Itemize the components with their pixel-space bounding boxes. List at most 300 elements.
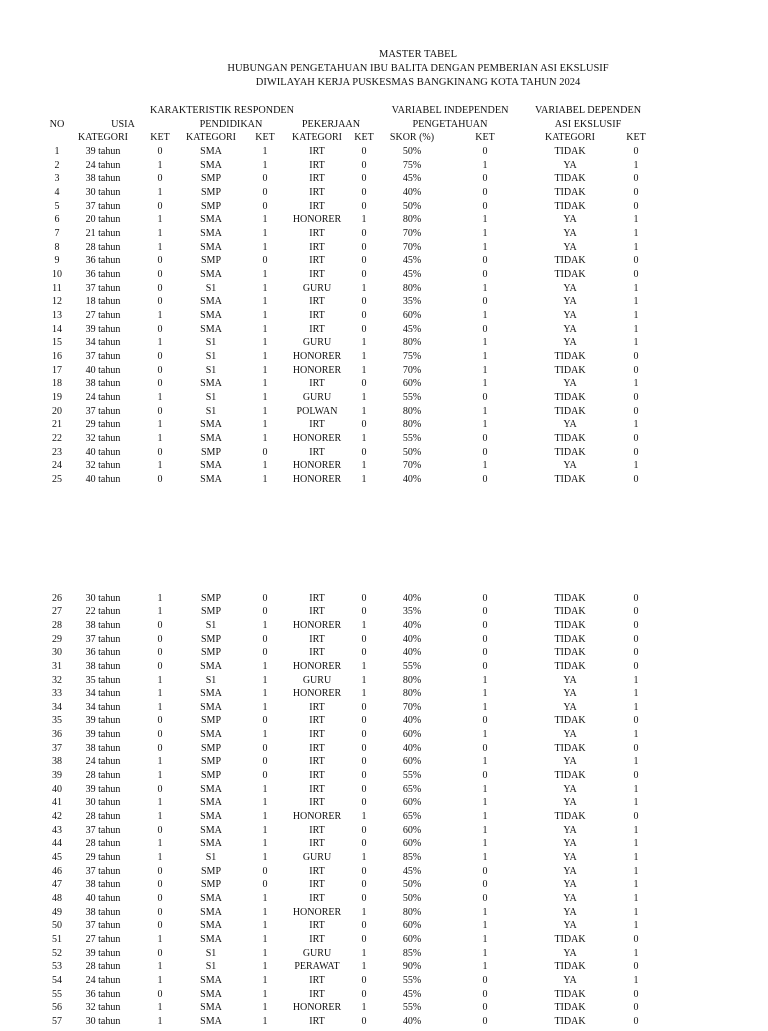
cell-asi-kategori: YA (563, 460, 577, 472)
cell-pendidikan-ket: 1 (262, 228, 268, 239)
header-pekerjaan: PEKERJAAN (301, 119, 361, 130)
cell-pekerjaan-ket: 0 (361, 633, 367, 645)
cell-asi-kategori: YA (563, 729, 577, 741)
cell-pendidikan-kategori: SMA (200, 893, 222, 904)
cell-asi-ket: 0 (633, 742, 639, 754)
cell-pekerjaan-kategori: IRT (309, 838, 325, 850)
cell-pekerjaan-kategori: IRT (309, 742, 325, 754)
header-usia: USIA (111, 119, 135, 130)
cell-pekerjaan-kategori: GURU (302, 674, 332, 686)
cell-skor: 50% (402, 146, 422, 157)
cell-asi-kategori: TIDAK (554, 647, 586, 659)
cell-row-no: 38 (52, 756, 62, 768)
cell-usia-ket: 1 (157, 811, 163, 823)
cell-row-no: 51 (52, 934, 62, 945)
cell-pengetahuan-ket: 1 (482, 674, 488, 686)
cell-usia-ket: 1 (157, 1016, 163, 1027)
table-row (0, 461, 768, 475)
cell-asi-ket: 1 (633, 674, 639, 686)
table-row (0, 147, 768, 161)
cell-asi-kategori: YA (563, 296, 577, 308)
cell-usia-ket: 1 (157, 975, 163, 986)
cell-pendidikan-kategori: SMP (200, 592, 221, 604)
cell-usia-ket: 0 (157, 865, 163, 877)
cell-pekerjaan-ket: 1 (361, 337, 367, 349)
cell-skor: 55% (402, 432, 422, 444)
cell-pengetahuan-ket: 0 (482, 660, 488, 672)
cell-pekerjaan-kategori: IRT (309, 633, 325, 645)
cell-asi-ket: 0 (633, 268, 639, 280)
cell-row-no: 39 (52, 770, 62, 782)
cell-asi-ket: 0 (633, 255, 639, 267)
cell-pendidikan-kategori: SMA (200, 906, 222, 918)
cell-pekerjaan-ket: 1 (361, 282, 367, 294)
cell-usia-kategori: 36 tahun (85, 988, 121, 1000)
cell-usia-kategori: 39 tahun (85, 783, 121, 795)
cell-usia-kategori: 27 tahun (85, 934, 121, 945)
cell-skor: 40% (402, 619, 422, 631)
table-row (0, 352, 768, 366)
cell-asi-kategori: YA (563, 214, 577, 226)
cell-usia-kategori: 24 tahun (85, 159, 121, 171)
header-ket-pendidikan: KET (255, 132, 275, 143)
cell-asi-kategori: TIDAK (554, 187, 586, 198)
cell-usia-ket: 1 (157, 674, 163, 686)
cell-pengetahuan-ket: 1 (482, 337, 488, 349)
cell-pekerjaan-kategori: IRT (309, 255, 325, 267)
cell-asi-kategori: YA (563, 838, 577, 850)
cell-pengetahuan-ket: 1 (482, 282, 488, 294)
cell-pendidikan-ket: 1 (262, 660, 268, 672)
cell-pekerjaan-ket: 1 (361, 350, 367, 362)
cell-skor: 70% (402, 460, 422, 472)
cell-row-no: 53 (52, 961, 62, 973)
cell-row-no: 26 (52, 592, 62, 604)
table-row (0, 757, 768, 771)
cell-row-no: 20 (52, 405, 62, 417)
cell-pekerjaan-ket: 1 (361, 460, 367, 472)
cell-row-no: 31 (52, 660, 62, 672)
cell-skor: 45% (402, 323, 422, 335)
cell-skor: 80% (402, 419, 422, 431)
cell-row-no: 57 (52, 1016, 62, 1027)
cell-pekerjaan-ket: 1 (361, 674, 367, 686)
cell-pekerjaan-kategori: IRT (309, 146, 325, 157)
cell-pendidikan-ket: 1 (262, 729, 268, 741)
cell-usia-ket: 0 (157, 378, 163, 390)
cell-asi-ket: 0 (633, 187, 639, 198)
cell-usia-kategori: 32 tahun (85, 1002, 121, 1014)
cell-row-no: 41 (52, 797, 62, 809)
cell-asi-ket: 0 (633, 1002, 639, 1014)
cell-pekerjaan-kategori: IRT (309, 824, 325, 836)
cell-pengetahuan-ket: 1 (482, 241, 488, 253)
cell-pendidikan-ket: 0 (262, 756, 268, 768)
cell-pendidikan-kategori: SMA (200, 460, 222, 472)
document-title: MASTER TABEL (378, 49, 457, 60)
cell-asi-ket: 1 (633, 159, 639, 171)
cell-skor: 80% (402, 906, 422, 918)
cell-usia-kategori: 30 tahun (85, 592, 121, 604)
cell-asi-kategori: TIDAK (554, 391, 586, 403)
header-ket-pekerjaan: KET (354, 132, 374, 143)
cell-pendidikan-ket: 1 (262, 146, 268, 157)
cell-asi-ket: 0 (633, 647, 639, 659)
cell-asi-ket: 1 (633, 893, 639, 904)
cell-pendidikan-ket: 1 (262, 934, 268, 945)
cell-asi-ket: 1 (633, 865, 639, 877)
cell-asi-kategori: TIDAK (554, 446, 586, 458)
cell-row-no: 55 (52, 988, 62, 1000)
table-row (0, 798, 768, 812)
cell-skor: 40% (402, 715, 422, 727)
cell-pendidikan-kategori: SMA (200, 296, 222, 308)
cell-pekerjaan-kategori: IRT (309, 701, 325, 713)
header-kategori-pekerjaan: KATEGORI (292, 132, 342, 143)
cell-pekerjaan-ket: 1 (361, 473, 367, 485)
header-skor: SKOR (%) (389, 132, 435, 143)
cell-pengetahuan-ket: 1 (482, 309, 488, 321)
cell-usia-kategori: 39 tahun (85, 715, 121, 727)
cell-pekerjaan-kategori: IRT (309, 1016, 325, 1027)
cell-skor: 40% (402, 647, 422, 659)
cell-pekerjaan-ket: 1 (361, 688, 367, 700)
cell-asi-kategori: TIDAK (554, 715, 586, 727)
cell-pekerjaan-ket: 0 (361, 920, 367, 932)
cell-row-no: 52 (52, 947, 62, 959)
cell-asi-ket: 0 (633, 391, 639, 403)
cell-asi-ket: 1 (633, 419, 639, 431)
cell-asi-ket: 1 (633, 906, 639, 918)
cell-usia-kategori: 24 tahun (85, 391, 121, 403)
cell-asi-ket: 1 (633, 214, 639, 226)
cell-pendidikan-ket: 1 (262, 309, 268, 321)
cell-pekerjaan-ket: 0 (361, 159, 367, 171)
cell-pekerjaan-ket: 0 (361, 187, 367, 198)
cell-skor: 85% (402, 947, 422, 959)
cell-asi-ket: 1 (633, 241, 639, 253)
cell-asi-kategori: TIDAK (554, 1002, 586, 1014)
table-row (0, 594, 768, 608)
cell-usia-kategori: 28 tahun (85, 838, 121, 850)
cell-usia-kategori: 37 tahun (85, 824, 121, 836)
cell-pendidikan-ket: 1 (262, 350, 268, 362)
cell-usia-ket: 1 (157, 391, 163, 403)
cell-pekerjaan-kategori: IRT (309, 934, 325, 945)
cell-row-no: 6 (54, 214, 60, 226)
cell-skor: 50% (402, 879, 422, 891)
cell-pekerjaan-ket: 1 (361, 1002, 367, 1014)
cell-row-no: 48 (52, 893, 62, 904)
cell-pengetahuan-ket: 0 (482, 592, 488, 604)
cell-row-no: 13 (52, 309, 62, 321)
header-subcolumns (0, 133, 768, 147)
cell-asi-ket: 1 (633, 228, 639, 239)
cell-usia-ket: 0 (157, 282, 163, 294)
cell-pendidikan-kategori: SMP (200, 173, 221, 185)
cell-pekerjaan-kategori: HONORER (292, 473, 342, 485)
cell-pendidikan-kategori: SMA (200, 432, 222, 444)
cell-asi-ket: 0 (633, 770, 639, 782)
cell-pendidikan-kategori: S1 (205, 852, 217, 863)
table-row (0, 812, 768, 826)
cell-pengetahuan-ket: 1 (482, 460, 488, 472)
cell-pendidikan-kategori: SMA (200, 1016, 222, 1027)
cell-pendidikan-ket: 1 (262, 920, 268, 932)
cell-skor: 50% (402, 200, 422, 212)
cell-row-no: 44 (52, 838, 62, 850)
cell-pengetahuan-ket: 1 (482, 920, 488, 932)
cell-pekerjaan-ket: 0 (361, 309, 367, 321)
cell-pendidikan-kategori: SMP (200, 633, 221, 645)
cell-usia-ket: 0 (157, 350, 163, 362)
cell-usia-ket: 0 (157, 146, 163, 157)
cell-pekerjaan-ket: 1 (361, 405, 367, 417)
cell-asi-kategori: YA (563, 323, 577, 335)
cell-usia-kategori: 38 tahun (85, 619, 121, 631)
cell-asi-kategori: TIDAK (554, 770, 586, 782)
cell-row-no: 2 (54, 159, 60, 171)
cell-asi-kategori: TIDAK (554, 633, 586, 645)
cell-row-no: 36 (52, 729, 62, 741)
cell-asi-ket: 0 (633, 350, 639, 362)
table-row (0, 202, 768, 216)
cell-skor: 80% (402, 282, 422, 294)
table-row (0, 607, 768, 621)
cell-pekerjaan-kategori: IRT (309, 446, 325, 458)
cell-pendidikan-ket: 1 (262, 619, 268, 631)
cell-pendidikan-ket: 1 (262, 811, 268, 823)
cell-asi-ket: 1 (633, 920, 639, 932)
cell-pengetahuan-ket: 0 (482, 446, 488, 458)
cell-asi-kategori: TIDAK (554, 432, 586, 444)
cell-pendidikan-kategori: SMA (200, 729, 222, 741)
cell-usia-ket: 1 (157, 592, 163, 604)
cell-pekerjaan-kategori: IRT (309, 647, 325, 659)
cell-asi-ket: 1 (633, 797, 639, 809)
cell-skor: 60% (402, 756, 422, 768)
cell-row-no: 49 (52, 906, 62, 918)
cell-skor: 35% (402, 606, 422, 618)
cell-pengetahuan-ket: 1 (482, 228, 488, 239)
cell-asi-ket: 1 (633, 783, 639, 795)
cell-pendidikan-ket: 1 (262, 473, 268, 485)
cell-pengetahuan-ket: 1 (482, 797, 488, 809)
cell-skor: 70% (402, 364, 422, 376)
cell-pendidikan-ket: 1 (262, 419, 268, 431)
cell-usia-kategori: 32 tahun (85, 432, 121, 444)
cell-usia-kategori: 38 tahun (85, 660, 121, 672)
header-ket-usia: KET (150, 132, 170, 143)
cell-pendidikan-kategori: SMA (200, 838, 222, 850)
cell-pekerjaan-kategori: HONORER (292, 811, 342, 823)
cell-pengetahuan-ket: 0 (482, 647, 488, 659)
cell-usia-kategori: 39 tahun (85, 323, 121, 335)
cell-skor: 40% (402, 187, 422, 198)
header-group-dependen: VARIABEL DEPENDEN (534, 105, 642, 116)
cell-pekerjaan-ket: 0 (361, 378, 367, 390)
cell-pendidikan-kategori: SMP (200, 715, 221, 727)
cell-pengetahuan-ket: 0 (482, 865, 488, 877)
document-location: DIWILAYAH KERJA PUSKESMAS BANGKINANG KOTA TAHUN 2024 (255, 77, 581, 88)
cell-pendidikan-kategori: SMA (200, 228, 222, 239)
cell-usia-ket: 0 (157, 742, 163, 754)
cell-pendidikan-ket: 1 (262, 214, 268, 226)
cell-pekerjaan-ket: 1 (361, 906, 367, 918)
cell-row-no: 24 (52, 460, 62, 472)
cell-pengetahuan-ket: 0 (482, 268, 488, 280)
cell-pekerjaan-ket: 0 (361, 783, 367, 795)
cell-asi-kategori: TIDAK (554, 405, 586, 417)
cell-usia-kategori: 28 tahun (85, 961, 121, 973)
cell-usia-kategori: 36 tahun (85, 268, 121, 280)
cell-asi-kategori: YA (563, 337, 577, 349)
cell-pendidikan-ket: 1 (262, 893, 268, 904)
cell-pengetahuan-ket: 0 (482, 473, 488, 485)
cell-asi-kategori: YA (563, 893, 577, 904)
cell-pekerjaan-ket: 0 (361, 770, 367, 782)
cell-pendidikan-kategori: SMP (200, 606, 221, 618)
cell-pendidikan-ket: 0 (262, 606, 268, 618)
cell-asi-ket: 0 (633, 200, 639, 212)
cell-usia-ket: 0 (157, 473, 163, 485)
cell-asi-kategori: YA (563, 906, 577, 918)
table-row (0, 420, 768, 434)
cell-usia-ket: 1 (157, 159, 163, 171)
cell-pekerjaan-kategori: POLWAN (296, 405, 338, 417)
cell-skor: 40% (402, 592, 422, 604)
cell-skor: 45% (402, 255, 422, 267)
cell-usia-ket: 1 (157, 701, 163, 713)
header-kategori-asi: KATEGORI (545, 132, 595, 143)
cell-pekerjaan-ket: 1 (361, 391, 367, 403)
cell-pendidikan-kategori: S1 (205, 364, 217, 376)
cell-pekerjaan-ket: 0 (361, 268, 367, 280)
table-row (0, 434, 768, 448)
cell-pendidikan-ket: 1 (262, 1016, 268, 1027)
cell-pekerjaan-ket: 0 (361, 756, 367, 768)
cell-asi-kategori: YA (563, 701, 577, 713)
cell-pengetahuan-ket: 1 (482, 811, 488, 823)
cell-pengetahuan-ket: 0 (482, 255, 488, 267)
cell-skor: 75% (402, 350, 422, 362)
cell-usia-kategori: 27 tahun (85, 309, 121, 321)
cell-pekerjaan-kategori: HONORER (292, 619, 342, 631)
cell-asi-kategori: TIDAK (554, 660, 586, 672)
cell-usia-ket: 0 (157, 988, 163, 1000)
cell-row-no: 17 (52, 364, 62, 376)
cell-usia-kategori: 37 tahun (85, 282, 121, 294)
cell-asi-kategori: TIDAK (554, 173, 586, 185)
cell-asi-kategori: YA (563, 419, 577, 431)
cell-pendidikan-kategori: SMA (200, 214, 222, 226)
cell-usia-kategori: 34 tahun (85, 337, 121, 349)
cell-pekerjaan-kategori: IRT (309, 159, 325, 171)
cell-usia-ket: 1 (157, 852, 163, 863)
cell-asi-kategori: TIDAK (554, 742, 586, 754)
cell-row-no: 45 (52, 852, 62, 863)
cell-pendidikan-ket: 1 (262, 947, 268, 959)
cell-pekerjaan-ket: 0 (361, 446, 367, 458)
cell-pekerjaan-kategori: IRT (309, 268, 325, 280)
cell-pendidikan-kategori: S1 (205, 619, 217, 631)
cell-usia-kategori: 20 tahun (85, 214, 121, 226)
cell-pengetahuan-ket: 1 (482, 824, 488, 836)
cell-asi-ket: 0 (633, 934, 639, 945)
cell-pekerjaan-kategori: GURU (302, 391, 332, 403)
cell-pekerjaan-ket: 1 (361, 852, 367, 863)
cell-asi-kategori: YA (563, 688, 577, 700)
table-row (0, 785, 768, 799)
header-ket-pengetahuan: KET (475, 132, 495, 143)
cell-pendidikan-ket: 0 (262, 715, 268, 727)
cell-asi-kategori: YA (563, 783, 577, 795)
table-row (0, 662, 768, 676)
cell-skor: 55% (402, 1002, 422, 1014)
cell-asi-kategori: YA (563, 309, 577, 321)
cell-asi-ket: 1 (633, 975, 639, 986)
cell-usia-ket: 0 (157, 323, 163, 335)
cell-usia-kategori: 38 tahun (85, 378, 121, 390)
cell-usia-kategori: 28 tahun (85, 241, 121, 253)
cell-usia-ket: 0 (157, 200, 163, 212)
cell-pekerjaan-ket: 1 (361, 961, 367, 973)
cell-usia-kategori: 24 tahun (85, 975, 121, 986)
cell-pendidikan-kategori: SMA (200, 1002, 222, 1014)
cell-pekerjaan-kategori: IRT (309, 187, 325, 198)
cell-asi-kategori: YA (563, 674, 577, 686)
cell-usia-kategori: 39 tahun (85, 729, 121, 741)
cell-pengetahuan-ket: 1 (482, 378, 488, 390)
cell-pekerjaan-ket: 0 (361, 934, 367, 945)
cell-pendidikan-kategori: SMA (200, 934, 222, 945)
table-row (0, 962, 768, 976)
cell-pekerjaan-kategori: IRT (309, 770, 325, 782)
cell-pendidikan-ket: 1 (262, 323, 268, 335)
cell-asi-ket: 1 (633, 323, 639, 335)
cell-pendidikan-ket: 0 (262, 200, 268, 212)
cell-asi-ket: 1 (633, 852, 639, 863)
cell-pendidikan-ket: 1 (262, 797, 268, 809)
cell-asi-ket: 1 (633, 838, 639, 850)
cell-skor: 40% (402, 742, 422, 754)
cell-pendidikan-ket: 1 (262, 337, 268, 349)
table-row (0, 1003, 768, 1017)
cell-pekerjaan-kategori: IRT (309, 920, 325, 932)
cell-pendidikan-ket: 0 (262, 865, 268, 877)
cell-pekerjaan-ket: 1 (361, 214, 367, 226)
cell-asi-ket: 0 (633, 405, 639, 417)
cell-pendidikan-kategori: S1 (205, 674, 217, 686)
table-row (0, 935, 768, 949)
cell-usia-kategori: 39 tahun (85, 146, 121, 157)
cell-pengetahuan-ket: 0 (482, 173, 488, 185)
cell-pendidikan-kategori: SMA (200, 975, 222, 986)
cell-pendidikan-kategori: SMP (200, 187, 221, 198)
cell-asi-ket: 0 (633, 364, 639, 376)
cell-usia-kategori: 37 tahun (85, 865, 121, 877)
cell-usia-ket: 0 (157, 405, 163, 417)
cell-row-no: 18 (52, 378, 62, 390)
cell-pengetahuan-ket: 0 (482, 200, 488, 212)
table-row (0, 867, 768, 881)
cell-pendidikan-ket: 1 (262, 688, 268, 700)
cell-pekerjaan-ket: 0 (361, 173, 367, 185)
cell-pengetahuan-ket: 0 (482, 715, 488, 727)
cell-pendidikan-ket: 1 (262, 378, 268, 390)
cell-usia-kategori: 28 tahun (85, 811, 121, 823)
cell-usia-kategori: 30 tahun (85, 187, 121, 198)
